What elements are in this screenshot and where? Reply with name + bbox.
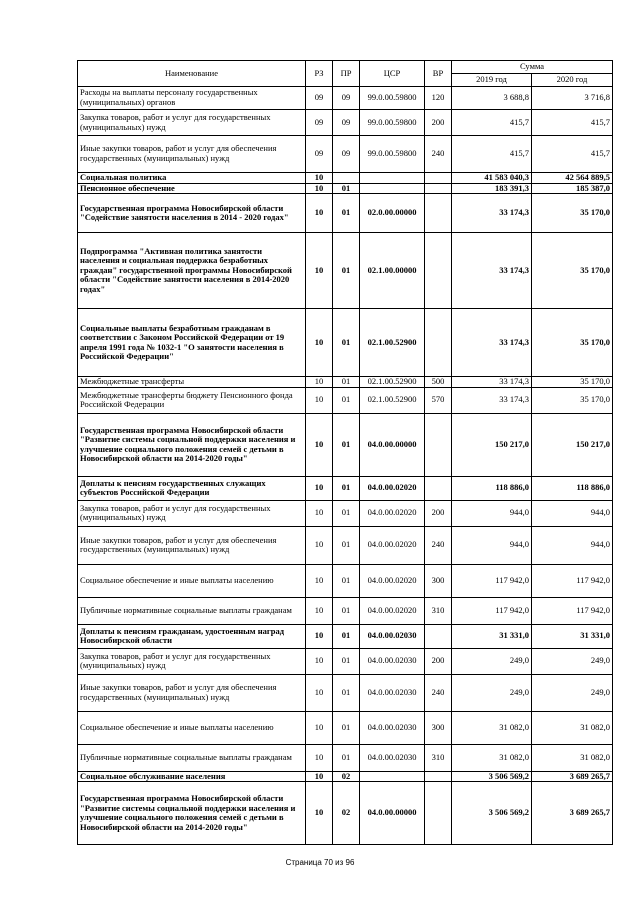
table-row (78, 526, 613, 564)
cell-sum-2020: 415,7 (532, 110, 613, 136)
cell-sum-2020: 31 082,0 (532, 711, 613, 744)
cell-csr: 04.0.00.02020 (360, 564, 425, 597)
cell-sum-2020: 35 170,0 (532, 233, 613, 309)
cell-sum-2019: 415,7 (452, 110, 532, 136)
cell-rz: 10 (306, 377, 333, 388)
cell-sum-2019: 33 174,3 (452, 377, 532, 388)
cell-vr (425, 173, 452, 184)
cell-pr: 01 (333, 674, 360, 711)
cell-sum-2019: 31 331,0 (452, 624, 532, 648)
cell-sum-2019: 944,0 (452, 500, 532, 526)
cell-sum-2020: 31 331,0 (532, 624, 613, 648)
cell-vr (425, 183, 452, 194)
cell-vr: 200 (425, 500, 452, 526)
cell-pr: 01 (333, 194, 360, 233)
cell-vr: 120 (425, 87, 452, 110)
cell-vr (425, 782, 452, 845)
table-row (78, 387, 613, 413)
cell-name: Социальное обеспечение и иные выплаты населению (78, 564, 306, 597)
table-row (78, 413, 613, 476)
cell-sum-2019: 150 217,0 (452, 413, 532, 476)
cell-name: Социальное обеспечение и иные выплаты населению (78, 711, 306, 744)
cell-vr: 200 (425, 110, 452, 136)
cell-csr: 99.0.00.59800 (360, 136, 425, 173)
cell-sum-2019: 33 174,3 (452, 194, 532, 233)
cell-csr: 04.0.00.02030 (360, 674, 425, 711)
cell-sum-2020: 185 387,0 (532, 183, 613, 194)
cell-sum-2020: 117 942,0 (532, 564, 613, 597)
cell-pr: 01 (333, 183, 360, 194)
cell-sum-2020: 3 689 265,7 (532, 771, 613, 782)
table-row (78, 233, 613, 309)
cell-csr: 02.1.00.52900 (360, 309, 425, 377)
header-rz: РЗ (306, 61, 333, 87)
cell-pr: 01 (333, 377, 360, 388)
cell-sum-2019: 249,0 (452, 648, 532, 674)
cell-rz: 10 (306, 744, 333, 771)
cell-sum-2020: 35 170,0 (532, 309, 613, 377)
cell-sum-2020: 35 170,0 (532, 387, 613, 413)
cell-sum-2020: 150 217,0 (532, 413, 613, 476)
cell-rz: 10 (306, 771, 333, 782)
cell-pr: 01 (333, 500, 360, 526)
cell-sum-2020: 3 689 265,7 (532, 782, 613, 845)
cell-vr (425, 309, 452, 377)
cell-pr: 01 (333, 476, 360, 500)
table-row (78, 309, 613, 377)
cell-name: Социальное обслуживание населения (78, 771, 306, 782)
cell-sum-2019: 41 583 040,3 (452, 173, 532, 184)
cell-rz: 10 (306, 309, 333, 377)
cell-sum-2020: 31 082,0 (532, 744, 613, 771)
cell-vr (425, 194, 452, 233)
cell-sum-2019: 3 506 569,2 (452, 771, 532, 782)
cell-sum-2020: 944,0 (532, 526, 613, 564)
cell-csr: 04.0.00.00000 (360, 782, 425, 845)
cell-rz: 10 (306, 233, 333, 309)
table-row (78, 194, 613, 233)
cell-csr: 99.0.00.59800 (360, 110, 425, 136)
cell-sum-2020: 944,0 (532, 500, 613, 526)
cell-rz: 09 (306, 87, 333, 110)
cell-sum-2019: 249,0 (452, 674, 532, 711)
cell-csr (360, 771, 425, 782)
cell-pr: 01 (333, 624, 360, 648)
cell-vr (425, 476, 452, 500)
cell-csr (360, 183, 425, 194)
cell-rz: 10 (306, 597, 333, 624)
cell-name: Доплаты к пенсиям гражданам, удостоенным наград Новосибирской области (78, 624, 306, 648)
cell-rz: 10 (306, 526, 333, 564)
cell-name: Государственная программа Новосибирской области "Развитие системы социальной поддержки населения и улучшение социального положения семей с детьми в Новосибирской области на 2014-2020 годы" (78, 782, 306, 845)
cell-vr: 300 (425, 711, 452, 744)
cell-vr: 570 (425, 387, 452, 413)
cell-rz: 10 (306, 413, 333, 476)
cell-name: Закупка товаров, работ и услуг для государственных (муниципальных) нужд (78, 648, 306, 674)
cell-name: Межбюджетные трансферты (78, 377, 306, 388)
cell-sum-2020: 249,0 (532, 648, 613, 674)
cell-sum-2020: 249,0 (532, 674, 613, 711)
cell-pr: 09 (333, 136, 360, 173)
cell-sum-2019: 31 082,0 (452, 711, 532, 744)
cell-rz: 10 (306, 500, 333, 526)
cell-csr: 04.0.00.02030 (360, 624, 425, 648)
budget-table (77, 60, 613, 845)
cell-vr: 500 (425, 377, 452, 388)
cell-name: Иные закупки товаров, работ и услуг для обеспечения государственных (муниципальных) нужд (78, 526, 306, 564)
cell-sum-2020: 415,7 (532, 136, 613, 173)
cell-sum-2020: 3 716,8 (532, 87, 613, 110)
cell-pr: 01 (333, 648, 360, 674)
cell-csr: 02.0.00.00000 (360, 194, 425, 233)
table-row (78, 173, 613, 184)
table-row (78, 377, 613, 388)
cell-pr: 09 (333, 110, 360, 136)
cell-name: Социальная политика (78, 173, 306, 184)
cell-sum-2019: 3 506 569,2 (452, 782, 532, 845)
table-row (78, 564, 613, 597)
cell-rz: 10 (306, 387, 333, 413)
cell-sum-2019: 33 174,3 (452, 387, 532, 413)
cell-name: Подпрограмма "Активная политика занятости населения и социальная поддержка безработных граждан" государственной программы Новосибирской области "Содействие занятости населения в 2014-2020 годах" (78, 233, 306, 309)
cell-rz: 10 (306, 564, 333, 597)
table-row (78, 136, 613, 173)
cell-rz: 10 (306, 183, 333, 194)
cell-csr: 02.1.00.52900 (360, 377, 425, 388)
cell-pr: 01 (333, 309, 360, 377)
cell-csr (360, 173, 425, 184)
cell-name: Публичные нормативные социальные выплаты гражданам (78, 744, 306, 771)
cell-vr: 200 (425, 648, 452, 674)
cell-sum-2019: 415,7 (452, 136, 532, 173)
cell-rz: 10 (306, 711, 333, 744)
cell-sum-2019: 3 688,8 (452, 87, 532, 110)
cell-pr (333, 173, 360, 184)
cell-name: Государственная программа Новосибирской области "Развитие системы социальной поддержки населения и улучшение социального положения семей с детьми в Новосибирской области на 2014-2020 годы" (78, 413, 306, 476)
cell-vr (425, 233, 452, 309)
cell-name: Иные закупки товаров, работ и услуг для обеспечения государственных (муниципальных) нужд (78, 136, 306, 173)
cell-vr (425, 413, 452, 476)
cell-rz: 09 (306, 110, 333, 136)
table-row (78, 744, 613, 771)
cell-vr (425, 771, 452, 782)
cell-rz: 09 (306, 136, 333, 173)
cell-csr: 04.0.00.02030 (360, 744, 425, 771)
cell-pr: 01 (333, 744, 360, 771)
cell-name: Иные закупки товаров, работ и услуг для обеспечения государственных (муниципальных) нужд (78, 674, 306, 711)
cell-sum-2020: 35 170,0 (532, 194, 613, 233)
cell-pr: 01 (333, 564, 360, 597)
cell-name: Публичные нормативные социальные выплаты гражданам (78, 597, 306, 624)
header-sum: Сумма (452, 61, 613, 74)
table-row (78, 771, 613, 782)
cell-rz: 10 (306, 648, 333, 674)
cell-rz: 10 (306, 674, 333, 711)
cell-vr: 310 (425, 744, 452, 771)
cell-vr: 240 (425, 674, 452, 711)
cell-sum-2020: 118 886,0 (532, 476, 613, 500)
header-pr: ПР (333, 61, 360, 87)
cell-name: Доплаты к пенсиям государственных служащих субъектов Российской Федерации (78, 476, 306, 500)
cell-csr: 04.0.00.00000 (360, 413, 425, 476)
cell-sum-2019: 33 174,3 (452, 309, 532, 377)
cell-sum-2020: 35 170,0 (532, 377, 613, 388)
cell-pr: 01 (333, 711, 360, 744)
cell-vr: 300 (425, 564, 452, 597)
cell-pr: 01 (333, 526, 360, 564)
table-row (78, 648, 613, 674)
cell-csr: 99.0.00.59800 (360, 87, 425, 110)
cell-pr: 01 (333, 413, 360, 476)
cell-vr (425, 624, 452, 648)
cell-rz: 10 (306, 624, 333, 648)
cell-csr: 04.0.00.02030 (360, 711, 425, 744)
cell-sum-2020: 42 564 889,5 (532, 173, 613, 184)
table-row (78, 500, 613, 526)
header-csr: ЦСР (360, 61, 425, 87)
cell-name: Закупка товаров, работ и услуг для государственных (муниципальных) нужд (78, 500, 306, 526)
cell-rz: 10 (306, 782, 333, 845)
cell-rz: 10 (306, 194, 333, 233)
header-name: Наименование (78, 61, 306, 87)
cell-vr: 240 (425, 526, 452, 564)
cell-sum-2019: 944,0 (452, 526, 532, 564)
header-vr: ВР (425, 61, 452, 87)
cell-sum-2019: 117 942,0 (452, 597, 532, 624)
cell-pr: 01 (333, 387, 360, 413)
table-row (78, 476, 613, 500)
cell-vr: 310 (425, 597, 452, 624)
cell-csr: 04.0.00.02020 (360, 476, 425, 500)
cell-csr: 02.1.00.00000 (360, 233, 425, 309)
cell-csr: 04.0.00.02020 (360, 597, 425, 624)
table-row (78, 87, 613, 110)
cell-name: Государственная программа Новосибирской области "Содействие занятости населения в 2014 - 2020 годах" (78, 194, 306, 233)
cell-sum-2020: 117 942,0 (532, 597, 613, 624)
cell-csr: 04.0.00.02020 (360, 526, 425, 564)
cell-sum-2019: 118 886,0 (452, 476, 532, 500)
cell-csr: 04.0.00.02020 (360, 500, 425, 526)
header-year-2019: 2019 год (452, 74, 532, 87)
table-row (78, 711, 613, 744)
cell-sum-2019: 183 391,3 (452, 183, 532, 194)
cell-name: Расходы на выплаты персоналу государственных (муниципальных) органов (78, 87, 306, 110)
cell-sum-2019: 31 082,0 (452, 744, 532, 771)
cell-sum-2019: 117 942,0 (452, 564, 532, 597)
cell-name: Закупка товаров, работ и услуг для государственных (муниципальных) нужд (78, 110, 306, 136)
table-body (78, 87, 613, 845)
table-row (78, 110, 613, 136)
cell-rz: 10 (306, 173, 333, 184)
table-row (78, 597, 613, 624)
cell-pr: 02 (333, 782, 360, 845)
cell-csr: 02.1.00.52900 (360, 387, 425, 413)
cell-csr: 04.0.00.02030 (360, 648, 425, 674)
cell-vr: 240 (425, 136, 452, 173)
cell-pr: 01 (333, 233, 360, 309)
header-year-2020: 2020 год (532, 74, 613, 87)
cell-sum-2019: 33 174,3 (452, 233, 532, 309)
cell-name: Межбюджетные трансферты бюджету Пенсионного фонда Российской Федерации (78, 387, 306, 413)
cell-pr: 09 (333, 87, 360, 110)
cell-pr: 02 (333, 771, 360, 782)
table-row (78, 624, 613, 648)
table-row (78, 183, 613, 194)
cell-name: Пенсионное обеспечение (78, 183, 306, 194)
page-number: Страница 70 из 96 (285, 858, 355, 867)
cell-pr: 01 (333, 597, 360, 624)
cell-name: Социальные выплаты безработным гражданам в соответствии с Законом Российской Федерации от 19 апреля 1991 года № 1032-1 "О занятости населения в Российской Федерации" (78, 309, 306, 377)
cell-rz: 10 (306, 476, 333, 500)
table-row (78, 782, 613, 845)
table-row (78, 674, 613, 711)
